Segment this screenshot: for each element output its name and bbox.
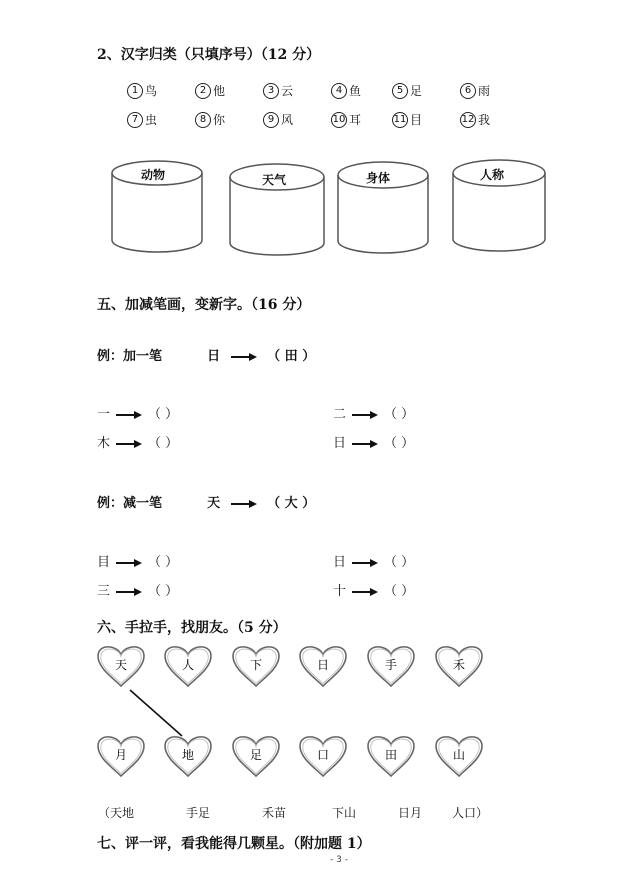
item-char: 云	[281, 84, 294, 98]
example-sub: 例：减一笔 天 （ 大 ）	[97, 496, 316, 511]
answer-pair: 日月	[398, 806, 423, 820]
answer-pair: 禾苗	[262, 806, 287, 820]
heart-top[interactable]	[233, 647, 279, 686]
example-add: 例：加一笔 日 （ 田 ）	[97, 349, 316, 364]
answer-blank[interactable]: （ ）	[148, 436, 179, 451]
bucket-label-person: 人称	[480, 168, 505, 182]
heart-top[interactable]	[98, 647, 144, 686]
source-char: 目	[97, 555, 111, 570]
heart-top[interactable]	[436, 647, 482, 686]
bucket-label-body: 身体	[366, 171, 391, 185]
connector-line	[130, 690, 182, 736]
source-char: 三	[97, 584, 111, 599]
section5-title: 五、加减笔画，变新字。（16 分）	[97, 297, 311, 313]
bucket-label-animals: 动物	[141, 168, 166, 182]
section7-title: 七、评一评，看我能得几颗星。（附加题 1）	[97, 836, 371, 852]
item-char: 风	[281, 113, 294, 127]
heart-char: 田	[384, 748, 398, 762]
item-char: 足	[410, 84, 423, 98]
heart-top[interactable]	[300, 647, 346, 686]
heart-char: 口	[316, 748, 330, 762]
item-number: 9	[263, 112, 279, 128]
heart-char: 下	[249, 658, 263, 672]
item-number: 1	[127, 83, 143, 99]
heart-char: 地	[181, 748, 195, 762]
item-number: 7	[127, 112, 143, 128]
heart-bottom[interactable]	[436, 737, 482, 776]
heart-char: 禾	[452, 658, 466, 672]
source-char: 一	[97, 407, 111, 422]
page-number: - 3 -	[330, 855, 348, 865]
heart-char: 月	[114, 748, 128, 762]
answer-blank[interactable]: （ ）	[148, 407, 179, 422]
item-number: 8	[195, 112, 211, 128]
item-number: 6	[460, 83, 476, 99]
item-number: 12	[460, 112, 476, 128]
item-char: 耳	[349, 113, 362, 127]
source-char: 十	[333, 584, 347, 599]
answer-blank[interactable]: （ ）	[148, 555, 179, 570]
heart-top[interactable]	[165, 647, 211, 686]
item-char: 鱼	[349, 84, 362, 98]
item-char: 虫	[145, 113, 158, 127]
heart-bottom[interactable]	[300, 737, 346, 776]
heart-char: 手	[384, 658, 398, 672]
bucket-label-weather: 天气	[262, 173, 287, 187]
heart-char: 足	[249, 748, 263, 762]
item-number: 3	[263, 83, 279, 99]
answer-blank[interactable]: （ ）	[384, 436, 415, 451]
heart-char: 山	[452, 748, 466, 762]
heart-bottom[interactable]	[165, 737, 211, 776]
heart-char: 天	[114, 658, 128, 672]
item-char: 目	[410, 113, 423, 127]
item-char: 他	[213, 84, 226, 98]
item-number: 10	[331, 112, 347, 128]
item-number: 11	[392, 112, 408, 128]
heart-bottom[interactable]	[233, 737, 279, 776]
answer-blank[interactable]: （ ）	[384, 584, 415, 599]
section2-title: 2、汉字归类（只填序号）（12 分）	[97, 47, 321, 63]
item-char: 你	[213, 113, 226, 127]
source-char: 二	[333, 407, 347, 422]
section6-title: 六、手拉手，找朋友。（5 分）	[97, 620, 287, 636]
answer-blank[interactable]: （ ）	[384, 555, 415, 570]
heart-char: 人	[181, 658, 195, 672]
item-number: 2	[195, 83, 211, 99]
item-number: 5	[392, 83, 408, 99]
heart-bottom[interactable]	[368, 737, 414, 776]
answer-blank[interactable]: （ ）	[148, 584, 179, 599]
item-number: 4	[331, 83, 347, 99]
source-char: 日	[333, 436, 347, 451]
item-char: 鸟	[145, 84, 158, 98]
answer-pair: 人口）	[452, 806, 489, 820]
item-char: 我	[478, 113, 491, 127]
answer-pair: （天地	[98, 806, 135, 820]
item-char: 雨	[478, 84, 491, 98]
source-char: 木	[97, 436, 111, 451]
heart-bottom[interactable]	[98, 737, 144, 776]
source-char: 日	[333, 555, 347, 570]
answer-blank[interactable]: （ ）	[384, 407, 415, 422]
heart-char: 日	[316, 658, 330, 672]
answer-pair: 手足	[186, 806, 211, 820]
heart-top[interactable]	[368, 647, 414, 686]
answer-pair: 下山	[332, 806, 357, 820]
